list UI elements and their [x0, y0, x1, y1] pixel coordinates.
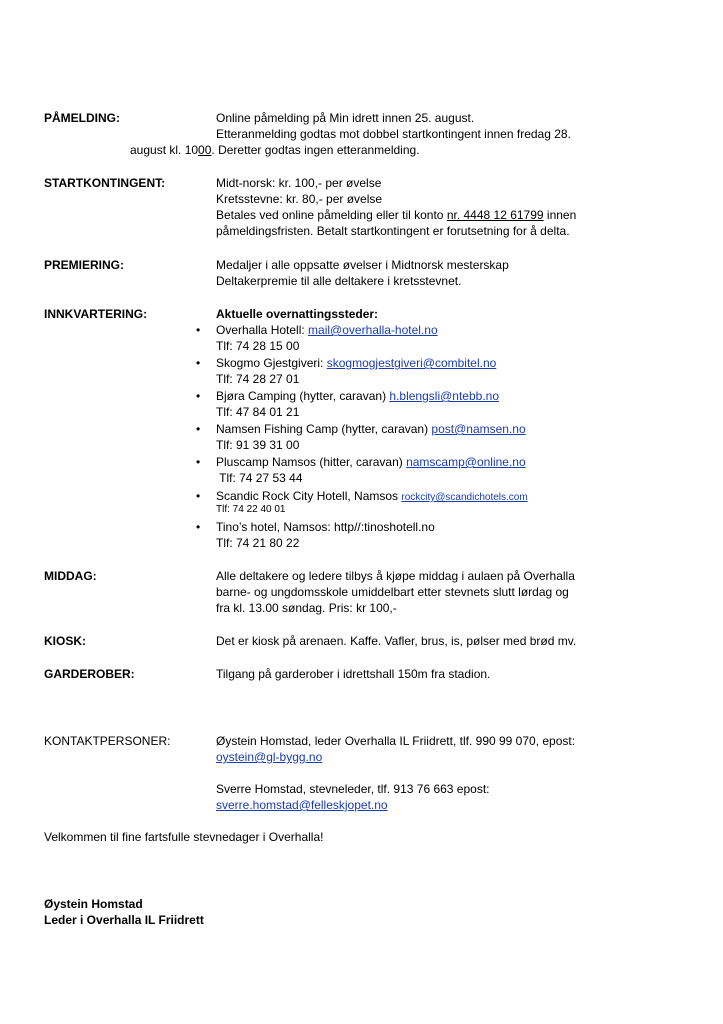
bullet-icon: •: [196, 389, 201, 403]
lodging-item: [216, 388, 499, 404]
lodging-name: Bjøra Camping (hytter, caravan): [216, 389, 390, 403]
lodging-name: Overhalla Hotell:: [216, 323, 309, 337]
startkontingent-line1: Midt-norsk: kr. 100,- per øvelse: [216, 176, 382, 190]
pamelding-label: PÅMELDING:: [44, 111, 120, 125]
middag-line3: fra kl. 13.00 søndag. Pris: kr 100,-: [216, 601, 397, 615]
lodging-phone: Tlf: 74 28 27 01: [216, 372, 300, 386]
bullet-icon: •: [196, 489, 201, 503]
startkontingent-line3-pre: Betales ved online påmelding eller til konto: [216, 208, 447, 222]
startkontingent-label: STARTKONTINGENT:: [44, 176, 166, 190]
lodging-email-link[interactable]: mail@overhalla-hotel.no: [308, 323, 438, 337]
middag-label: MIDDAG:: [44, 569, 97, 583]
innkvartering-heading: Aktuelle overnattingssteder:: [216, 307, 379, 321]
lodging-email-link[interactable]: post@namsen.no: [431, 422, 526, 436]
lodging-item: [216, 322, 438, 338]
account-number: nr. 4448 12 61799: [446, 208, 544, 222]
innkvartering-label: INNKVARTERING:: [44, 307, 148, 321]
lodging-email-link[interactable]: skogmogjestgiveri@combitel.no: [326, 356, 497, 370]
bullet-icon: •: [196, 520, 201, 534]
kontakt-person2: Sverre Homstad, stevneleder, tlf. 913 76 663 epost:: [216, 782, 490, 796]
pamelding-line3-underline: 00: [198, 143, 212, 157]
middag-line1: Alle deltakere og ledere tilbys å kjøpe middag i aulaen på Overhalla: [216, 569, 575, 583]
startkontingent-line4: påmeldingsfristen. Betalt startkontingent er forutsetning for å delta.: [216, 224, 570, 238]
kontakt-label: KONTAKTPERSONER:: [44, 734, 171, 748]
lodging-name: Namsen Fishing Camp (hytter, caravan): [216, 422, 432, 436]
premiering-line1: Medaljer i alle oppsatte øvelser i Midtnorsk mesterskap: [216, 258, 509, 272]
lodging-phone: Tlf: 74 21 80 22: [216, 536, 300, 550]
signature-name: Øystein Homstad: [44, 897, 143, 911]
lodging-phone: Tlf: 74 28 15 00: [216, 339, 300, 353]
pamelding-line3: [130, 142, 420, 158]
premiering-line2: Deltakerpremie til alle deltakere i kretsstevnet.: [216, 274, 462, 288]
premiering-label: PREMIERING:: [44, 258, 125, 272]
bullet-icon: •: [196, 323, 201, 337]
lodging-phone: Tlf: 74 22 40 01: [216, 504, 286, 515]
lodging-item: Tino’s hotel, Namsos: http//:tinoshotell.no: [216, 520, 435, 534]
pamelding-line3-post: . Deretter godtas ingen etteranmelding.: [211, 143, 420, 157]
lodging-phone: Tlf: 91 39 31 00: [216, 438, 300, 452]
startkontingent-line3-post: innen: [543, 208, 577, 222]
kiosk-label: KIOSK:: [44, 634, 86, 648]
lodging-phone: Tlf: 47 84 01 21: [216, 405, 300, 419]
closing-text: Velkommen til fine fartsfulle stevnedager i Overhalla!: [44, 830, 324, 844]
kiosk-line1: Det er kiosk på arenaen. Kaffe. Vafler, brus, is, pølser med brød mv.: [216, 634, 577, 648]
bullet-icon: •: [196, 455, 201, 469]
lodging-item: [216, 454, 526, 470]
lodging-email-link[interactable]: h.blengsli@ntebb.no: [389, 389, 499, 403]
kontakt-person1-email-link[interactable]: oystein@gl-bygg.no: [216, 750, 323, 764]
pamelding-line2: Etteranmelding godtas mot dobbel startkontingent innen fredag 28.: [216, 127, 571, 141]
lodging-phone: Tlf: 74 27 53 44: [216, 471, 303, 485]
startkontingent-line2: Kretsstevne: kr. 80,- per øvelse: [216, 192, 383, 206]
lodging-item: [216, 421, 526, 437]
middag-line2: barne- og ungdomsskole umiddelbart etter stevnets slutt lørdag og: [216, 585, 569, 599]
lodging-email-link[interactable]: namscamp@online.no: [406, 455, 526, 469]
signature-title: Leder i Overhalla IL Friidrett: [44, 913, 204, 927]
garderober-line1: Tilgang på garderober i idrettshall 150m fra stadion.: [216, 667, 491, 681]
lodging-name: Skogmo Gjestgiveri:: [216, 356, 327, 370]
lodging-item: [216, 355, 496, 371]
lodging-name: Pluscamp Namsos (hitter, caravan): [216, 455, 407, 469]
lodging-name: Scandic Rock City Hotell, Namsos: [216, 489, 402, 503]
pamelding-line1: Online påmelding på Min idrett innen 25. august.: [216, 111, 475, 125]
bullet-icon: •: [196, 356, 201, 370]
bullet-icon: •: [196, 422, 201, 436]
kontakt-person2-email-link[interactable]: sverre.homstad@felleskjopet.no: [216, 798, 388, 812]
pamelding-line3-pre: august kl. 10: [130, 143, 199, 157]
startkontingent-line3: [216, 207, 576, 223]
lodging-email-link[interactable]: rockcity@scandichotels.com: [401, 492, 528, 503]
kontakt-person1: Øystein Homstad, leder Overhalla IL Friidrett, tlf. 990 99 070, epost:: [216, 734, 576, 748]
garderober-label: GARDEROBER:: [44, 667, 135, 681]
